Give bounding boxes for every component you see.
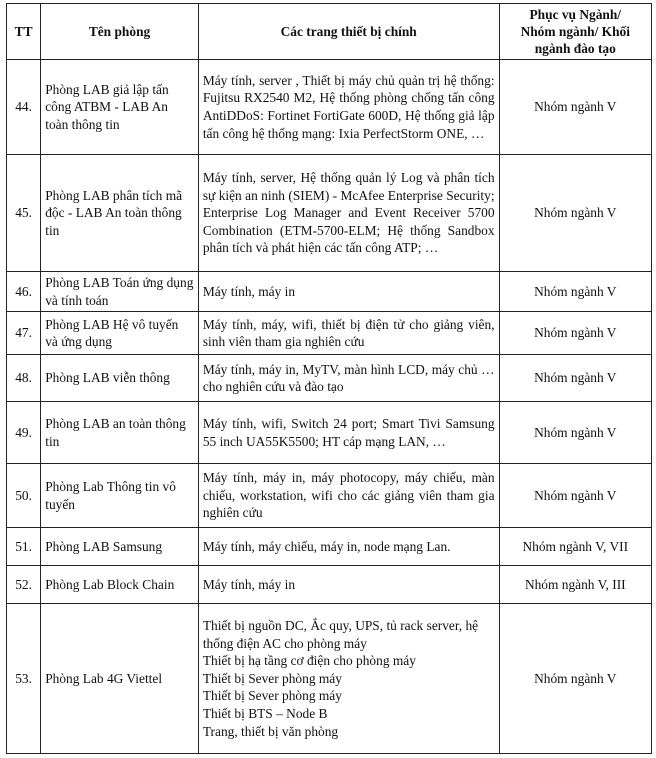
- room-name: Phòng LAB giả lập tấn công ATBM - LAB An toàn thông tin: [41, 60, 199, 155]
- equipment-list: Máy tính, máy chiếu, máy in, node mạng Lan.: [198, 528, 499, 566]
- row-number: 50.: [7, 464, 41, 528]
- serves-group: Nhóm ngành V: [499, 464, 651, 528]
- row-number: 48.: [7, 355, 41, 402]
- table-row: [7, 312, 652, 355]
- serves-group: Nhóm ngành V, VII: [499, 528, 651, 566]
- table-row: [7, 355, 652, 402]
- table-row: [7, 402, 652, 464]
- equipment-list: Máy tính, máy in, MyTV, màn hình LCD, máy chủ … cho nghiên cứu và đào tạo: [198, 355, 499, 402]
- table-row: [7, 528, 652, 566]
- header-equipment: Các trang thiết bị chính: [198, 4, 499, 60]
- serves-group: Nhóm ngành V: [499, 155, 651, 272]
- row-number: 51.: [7, 528, 41, 566]
- table-row: [7, 272, 652, 312]
- row-number: 49.: [7, 402, 41, 464]
- row-number: 47.: [7, 312, 41, 355]
- room-name: Phòng LAB an toàn thông tin: [41, 402, 199, 464]
- serves-group: Nhóm ngành V: [499, 312, 651, 355]
- serves-group: Nhóm ngành V: [499, 402, 651, 464]
- table-row: [7, 60, 652, 155]
- room-name: Phòng Lab Thông tin vô tuyến: [41, 464, 199, 528]
- equipment-list: Máy tính, máy in, máy photocopy, máy chiếu, màn chiếu, workstation, wifi cho các giảng viên tham gia nghiên cứu: [198, 464, 499, 528]
- equipment-line: Thiết bị BTS – Node B: [202, 706, 328, 722]
- equipment-line: Trang, thiết bị văn phòng: [202, 723, 339, 739]
- header-serves: [499, 4, 651, 60]
- room-name: Phòng Lab 4G Viettel: [41, 604, 199, 754]
- room-name: Phòng LAB Hệ vô tuyến và ứng dụng: [41, 312, 199, 355]
- equipment-list: Máy tính, máy in: [198, 566, 499, 604]
- serves-group: Nhóm ngành V: [499, 272, 651, 312]
- header-serves-line: Nhóm ngành/ Khối: [520, 24, 630, 39]
- equipment-list: Máy tính, máy, wifi, thiết bị điện tử cho giảng viên, sinh viên tham gia nghiên cứu: [198, 312, 499, 355]
- table-row: [7, 604, 652, 754]
- header-serves-line: ngành đào tạo: [534, 41, 616, 56]
- serves-group: Nhóm ngành V: [499, 355, 651, 402]
- equipment-line: Thiết bị Sever phòng máy: [202, 688, 342, 704]
- row-number: 44.: [7, 60, 41, 155]
- header-tt: TT: [7, 4, 41, 60]
- equipment-line: Thiết bị Sever phòng máy: [202, 670, 342, 686]
- serves-group: Nhóm ngành V, III: [499, 566, 651, 604]
- table-row: [7, 155, 652, 272]
- row-number: 52.: [7, 566, 41, 604]
- equipment-list: Máy tính, server, Hệ thống quản lý Log và phân tích sự kiện an ninh (SIEM) - McAfee Enterprise Security; Enterprise Log Manager and Event Receiver 5700 Combination (ETM-5700-ELM; Hệ thống Sandbox phân tích và phát hiện các tấn công ATP; …: [198, 155, 499, 272]
- table-row: [7, 464, 652, 528]
- lab-equipment-table: [6, 3, 652, 754]
- equipment-list: Máy tính, server , Thiết bị máy chủ quản trị hệ thống: Fujitsu RX2540 M2, Hệ thống phòng chống tấn công AntiDDoS: Fortinet FortiGate 600D, Hệ thống giả lập tấn công hệ thống mạng: Ixia PerfectStorm ONE, …: [198, 60, 499, 155]
- equipment-list: Máy tính, wifi, Switch 24 port; Smart Tivi Samsung 55 inch UA55K5500; HT cáp mạng LAN, …: [198, 402, 499, 464]
- equipment-list: [198, 604, 499, 754]
- room-name: Phòng LAB Samsung: [41, 528, 199, 566]
- table-header-row: [7, 4, 652, 60]
- equipment-line: Thiết bị hạ tầng cơ điện cho phòng máy: [202, 653, 416, 669]
- row-number: 46.: [7, 272, 41, 312]
- serves-group: Nhóm ngành V: [499, 60, 651, 155]
- room-name: Phòng LAB phân tích mã độc - LAB An toàn thông tin: [41, 155, 199, 272]
- header-serves-line: Phục vụ Ngành/: [529, 7, 622, 22]
- room-name: Phòng Lab Block Chain: [41, 566, 199, 604]
- equipment-line: Thiết bị nguồn DC, Ắc quy, UPS, tủ rack server, hệ thống điện AC cho phòng máy: [202, 618, 479, 651]
- header-room-name: Tên phòng: [41, 4, 199, 60]
- room-name: Phòng LAB Toán ứng dụng và tính toán: [41, 272, 199, 312]
- row-number: 53.: [7, 604, 41, 754]
- room-name: Phòng LAB viễn thông: [41, 355, 199, 402]
- table-row: [7, 566, 652, 604]
- serves-group: Nhóm ngành V: [499, 604, 651, 754]
- row-number: 45.: [7, 155, 41, 272]
- equipment-list: Máy tính, máy in: [198, 272, 499, 312]
